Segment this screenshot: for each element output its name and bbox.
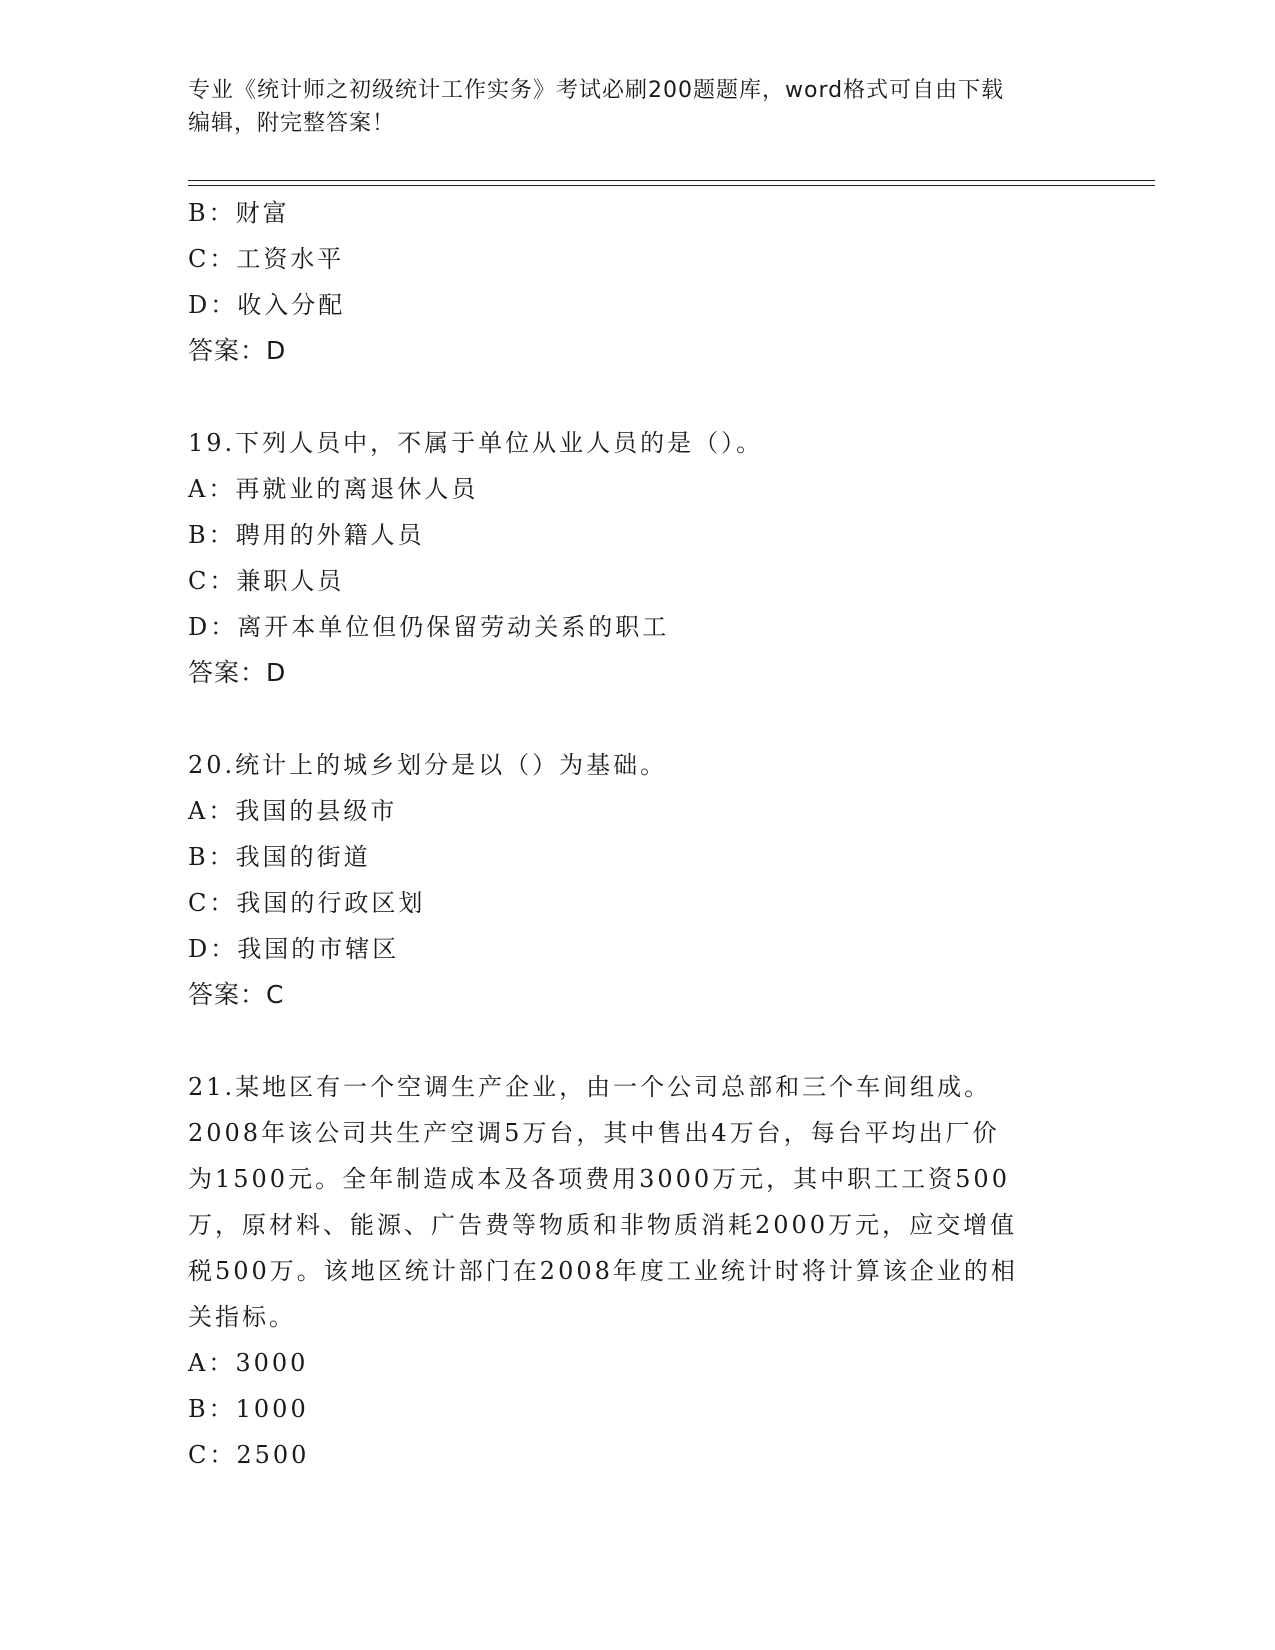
question-block-19 <box>188 420 1088 696</box>
question-text: 20.统计上的城乡划分是以（）为基础。 <box>188 751 668 779</box>
block-spacer <box>188 1018 1088 1064</box>
option-line: D：离开本单位但仍保留劳动关系的职工 <box>188 613 670 641</box>
option-line: B：财富 <box>188 199 290 227</box>
option-line: C：我国的行政区划 <box>188 889 426 917</box>
option-line: B：1000 <box>188 1395 309 1423</box>
option-line: D：我国的市辖区 <box>188 935 400 963</box>
option-line: C：2500 <box>188 1441 310 1469</box>
option-line: A：我国的县级市 <box>188 797 398 825</box>
question-block-21 <box>188 1064 1088 1478</box>
question-text-line: 关指标。 <box>188 1303 296 1331</box>
answer-line: 答案：C <box>188 980 285 1009</box>
question-block-18 <box>188 190 1088 374</box>
question-text-line: 为1500元。全年制造成本及各项费用3000万元，其中职工工资500 <box>188 1165 1010 1193</box>
question-text: 19.下列人员中，不属于单位从业人员的是（）。 <box>188 429 764 457</box>
document-body <box>188 190 1088 1478</box>
header-rule-top <box>188 180 1155 181</box>
option-line: C：工资水平 <box>188 245 345 273</box>
option-line: B：我国的街道 <box>188 843 371 871</box>
option-line: A：再就业的离退休人员 <box>188 475 479 503</box>
option-line: D：收入分配 <box>188 291 346 319</box>
question-text-line: 2008年该公司共生产空调5万台，其中售出4万台，每台平均出厂价 <box>188 1119 1000 1147</box>
answer-line: 答案：D <box>188 336 287 365</box>
question-text-line: 税500万。该地区统计部门在2008年度工业统计时将计算该企业的相 <box>188 1257 1018 1285</box>
question-block-20 <box>188 742 1088 1018</box>
option-line: A：3000 <box>188 1349 309 1377</box>
block-spacer <box>188 374 1088 420</box>
header-line-2: 编辑，附完整答案！ <box>188 111 396 136</box>
option-line: C：兼职人员 <box>188 567 345 595</box>
document-header <box>188 74 1088 140</box>
header-rule-bottom <box>188 185 1155 186</box>
option-line: B：聘用的外籍人员 <box>188 521 425 549</box>
block-spacer <box>188 696 1088 742</box>
answer-line: 答案：D <box>188 658 287 687</box>
question-text-line: 21.某地区有一个空调生产企业，由一个公司总部和三个车间组成。 <box>188 1073 992 1101</box>
header-line-1: 专业《统计师之初级统计工作实务》考试必刷200题题库，word格式可自由下载 <box>188 78 1005 103</box>
question-text-line: 万，原材料、能源、广告费等物质和非物质消耗2000万元，应交增值 <box>188 1211 1018 1239</box>
